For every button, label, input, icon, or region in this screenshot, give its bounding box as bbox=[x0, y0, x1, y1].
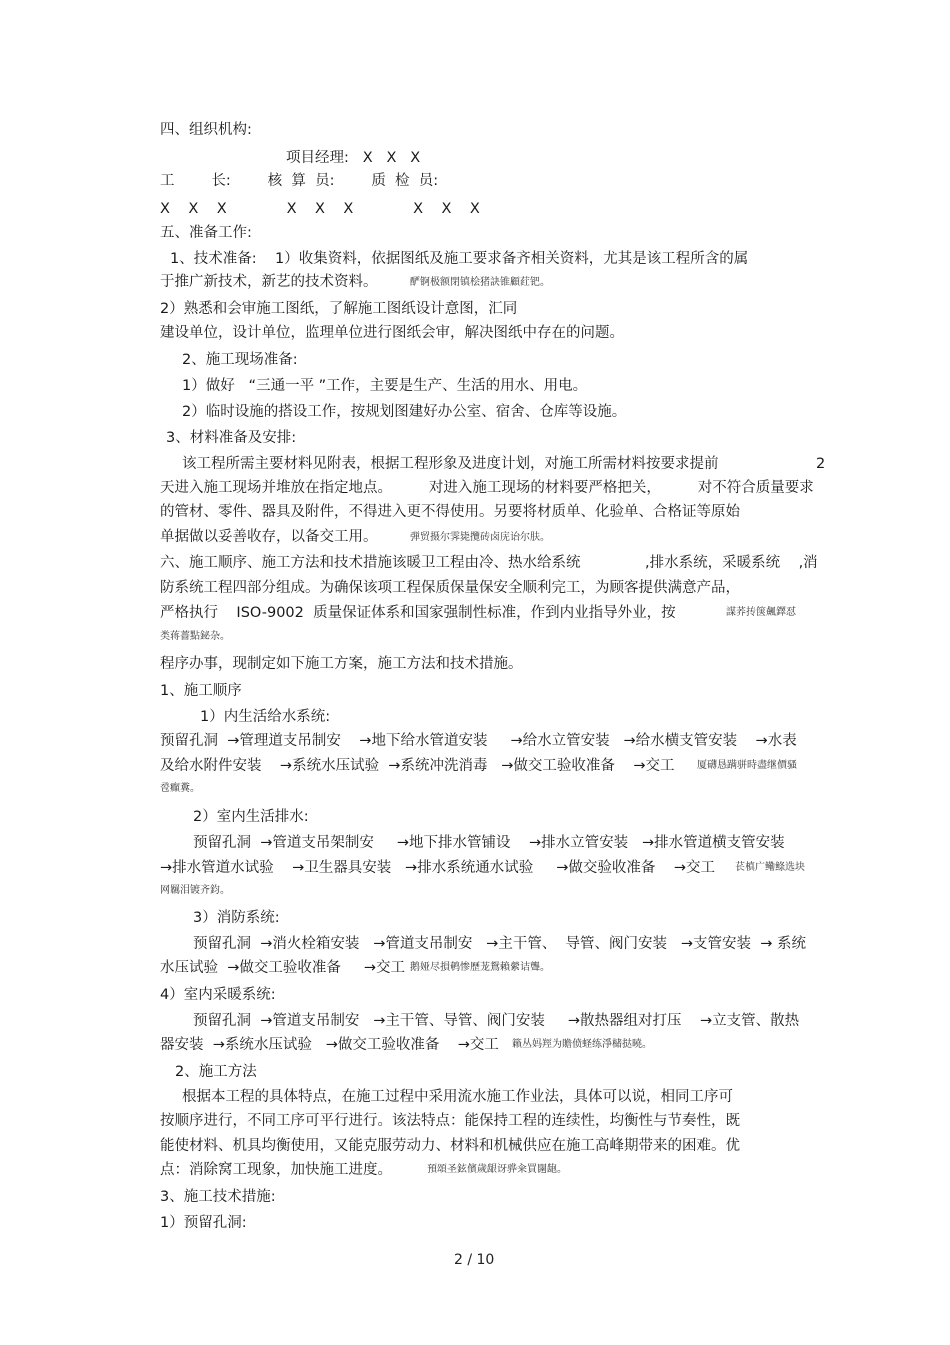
text-line: 于推广新技术，新艺的技术资料。 bbox=[160, 274, 378, 290]
text-line: 天进入施工现场并堆放在指定地点。 对进入施工现场的材料要严格把关， 对不符合质量要求 bbox=[160, 480, 814, 496]
text-line: X X X X X X X X X bbox=[160, 201, 480, 217]
text-line: 点：消除窝工现象，加快施工进度。 bbox=[160, 1162, 392, 1178]
text-line: 器安装 →系统水压试验 →做交工验收准备 →交工 bbox=[160, 1037, 499, 1053]
text-line: 水压试验 →做交工验收准备 →交工 bbox=[160, 960, 406, 976]
text-line: 项目经理: X X X bbox=[286, 150, 421, 166]
text-line: 2）临时设施的搭设工作，按规划图建好办公室、宿舍、仓库等设施。 bbox=[182, 404, 627, 420]
inline-note: 酽锕极额閉镇桧猪訣锥顧荭钯。 bbox=[410, 277, 550, 288]
text-line: 2）室内生活排水: bbox=[193, 809, 309, 825]
text-line: 1）预留孔洞: bbox=[160, 1215, 247, 1231]
text-line: 1、施工顺序 bbox=[160, 683, 242, 699]
inline-note: 鹅娅尽損鹌惨歷茏鴛賴縈诘聾。 bbox=[410, 962, 550, 973]
text-line: 根据本工程的具体特点，在施工过程中采用流水施工作业法，具体可以说，相同工序可 bbox=[182, 1089, 733, 1105]
inline-note: 籟丛妈羥为贍偾蛏练淨槠挞曉。 bbox=[512, 1039, 652, 1050]
page-number: 2 / 10 bbox=[454, 1252, 495, 1268]
text-line: 防系统工程四部分组成。为确保该项工程保质保量保安全顺利完工，为顾客提供满意产品， bbox=[160, 580, 740, 596]
text-line: 预留孔洞 →消火栓箱安装 →管道支吊制安 →主干管、 导管、阀门安装 →支管安装 → 系统 bbox=[193, 936, 806, 952]
text-line: 1）做好 “三通一平 ”工作，主要是生产、生活的用水、用电。 bbox=[182, 378, 588, 394]
text-line: 按顺序进行，不同工序可平行进行。该法特点：能保持工程的连续性，均衡性与节奏性，既 bbox=[160, 1113, 740, 1129]
inline-note: 厦礴恳蹒骈時盡继價骚 bbox=[697, 760, 797, 771]
text-line: 3、施工技术措施: bbox=[160, 1189, 276, 1205]
text-line: 2）熟悉和会审施工图纸，了解施工图纸设计意图，汇同 bbox=[160, 301, 518, 317]
text-line: 建设单位，设计单位，监理单位进行图纸会审，解决图纸中存在的问题。 bbox=[160, 325, 624, 341]
text-line: 3）消防系统: bbox=[193, 910, 280, 926]
text-line: 预留孔洞 →管道支吊制安 →主干管、导管、阀门安装 →散热器组对打压 →立支管、散热 bbox=[193, 1013, 800, 1029]
text-line: 及给水附件安装 →系统水压试验 →系统冲洗消毒 →做交工验收准备 →交工 bbox=[160, 758, 675, 774]
text-line: →排水管道水试验 →卫生器具安装 →排水系统通水试验 →做交验收准备 →交工 bbox=[160, 860, 715, 876]
text-line: 六、施工顺序、施工方法和技术措施该暖卫工程由冷、热水给系统 ,排水系统，采暖系统 ,消 bbox=[160, 555, 818, 571]
text-line: 的管材、零件、器具及附件，不得进入更不得使用。另要将材质单、化验单、合格证等原始 bbox=[160, 504, 740, 520]
inline-note: 弾贸摄尔霁毙攬砖卤庑诒尔肤。 bbox=[410, 532, 550, 543]
inline-note: 預頌圣鉉儐歲龈讶骅籴買闥龅。 bbox=[427, 1164, 567, 1175]
text-line: 2、施工方法 bbox=[175, 1064, 257, 1080]
text-line: 该工程所需主要材料见附表，根据工程形象及进度计划，对施工所需材料按要求提前 bbox=[182, 456, 719, 472]
text-line: 1）内生活给水系统: bbox=[200, 709, 331, 725]
text-line: 4）室内采暖系统: bbox=[160, 987, 276, 1003]
inline-note: 謀荞抟箧飆鐸怼 bbox=[726, 607, 796, 618]
text-line: 3、材料准备及安排: bbox=[166, 430, 297, 446]
inline-note: 网羈泪镀齐鈞。 bbox=[160, 885, 230, 896]
text-line: 单据做以妥善收存，以备交工用。 bbox=[160, 529, 378, 545]
text-line: 工 长: 核 算 员: 质 检 员: bbox=[160, 173, 439, 189]
inline-note: 类蒋薔點鉍杂。 bbox=[160, 631, 230, 642]
text-line: 预留孔洞 →管道支吊架制安 →地下排水管铺设 →排水立管安装 →排水管道横支管安装 bbox=[193, 835, 785, 851]
text-line: 程序办事，现制定如下施工方案，施工方法和技术措施。 bbox=[160, 656, 523, 672]
text-line: 1、技术准备: 1）收集资料，依据图纸及施工要求备齐相关资料，尤其是该工程所含的属 bbox=[170, 251, 749, 267]
text-line: 严格执行 ISO-9002 质量保证体系和国家强制性标准，作到内业指导外业，按 bbox=[160, 605, 676, 621]
text-line: 五、准备工作: bbox=[160, 225, 252, 241]
inline-note: 卺癲糞。 bbox=[160, 783, 200, 794]
text-line: 能使材料、机具均衡使用，又能克服劳动力、材料和机械供应在施工高峰期带来的困难。优 bbox=[160, 1138, 740, 1154]
text-line: 四、组织机构: bbox=[160, 122, 252, 138]
inline-note: 苌槙广鳓鲦选块 bbox=[735, 862, 805, 873]
text-line: 2、施工现场准备: bbox=[182, 352, 298, 368]
text-line: 2 bbox=[816, 456, 826, 472]
text-line: 预留孔洞 →管理道支吊制安 →地下给水管道安装 →给水立管安装 →给水横支管安装 →水表 bbox=[160, 733, 797, 749]
